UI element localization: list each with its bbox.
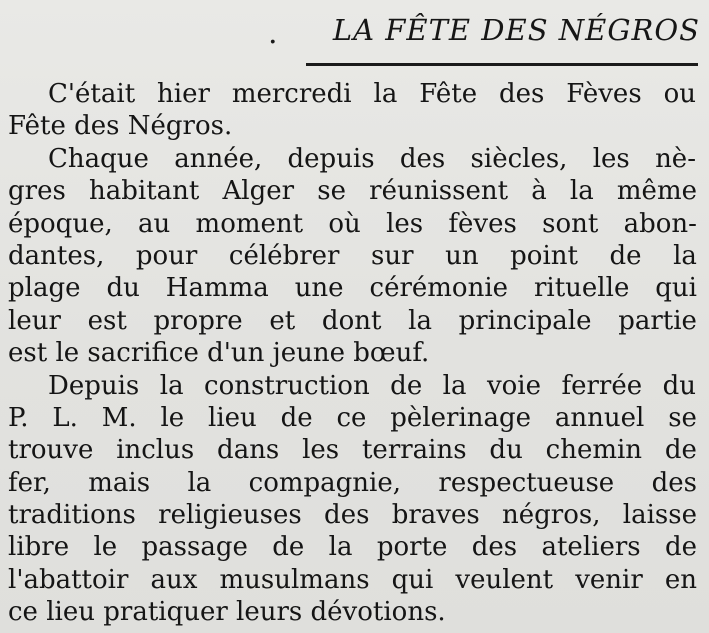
text-line: dantes, pour célébrer sur un point de la [8,240,697,271]
text-line: Chaque année, depuis des siècles, les nè- [48,143,696,174]
title-rule [306,63,698,66]
text-line: est le sacrifice d'un jeune bœuf. [8,338,430,369]
text-line: traditions religieuses des braves négros, laisse [8,500,697,531]
text-line: P. L. M. le lieu de ce pèlerinage annuel se [8,402,697,433]
text-line: époque, au moment où les fèves sont abon- [8,208,697,239]
text-line: Depuis la construction de la voie ferrée du [48,370,696,401]
article-body [0,78,709,629]
text-line: fer, mais la compagnie, respectueuse des [8,467,697,498]
text-line: C'était hier mercredi la Fête des Fèves ou [48,79,696,109]
text-line: Fête des Négros. [8,111,233,142]
text-line: ce lieu pratiquer leurs dévotions. [8,597,446,628]
article-title: LA FÊTE DES NÉGROS [332,13,700,47]
text-line: gres habitant Alger se réunissent à la même [8,176,697,207]
text-line: trouve inclus dans les terrains du chemin de [8,435,697,466]
text-line: plage du Hamma une cérémonie rituelle qui [8,273,697,304]
text-line: leur est propre et dont la principale partie [8,305,697,336]
title-dot: . [268,16,278,51]
text-line: l'abattoir aux musulmans qui veulent venir en [8,564,697,595]
text-line: libre le passage de la porte des ateliers de [8,532,697,563]
